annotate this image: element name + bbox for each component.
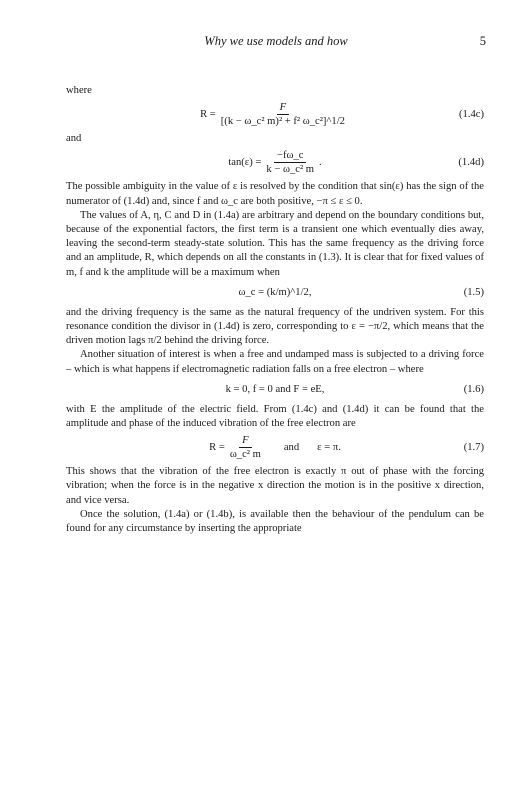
body-text: [66, 84, 484, 536]
eq-1-7-denominator: ω_c² m: [229, 449, 261, 461]
equation-1-4d: [66, 146, 484, 180]
eq-1-4c-numerator: F: [277, 102, 289, 115]
paragraph-7: Once the solution, (1.4a) or (1.4b), is available then the behaviour of the pendulum can be found for any circumstance by inserting the appropriate: [66, 508, 484, 535]
equation-1-7: [66, 431, 484, 465]
paragraph-4: Another situation of interest is when a free and undamped mass is subjected to a driving force – which is what happens if electromagnetic radiation falls on a free electron – where: [66, 349, 484, 375]
eq-1-7-numerator: F: [239, 435, 251, 448]
equation-1-5: [66, 280, 484, 306]
and-text: and: [66, 133, 82, 145]
eq-1-4d-number: (1.4d): [458, 157, 484, 169]
paragraph-2: The values of A, η, C and D in (1.4a) are arbitrary and depend on the boundary conditions but, because of the exponential factors, the first term is a transient one which eventually dies away, leaving the second-term steady-state solution. This has the same frequency as the driving force and an amplitude, R, which depends on all the constants in (1.3). It is clear that for fixed values of m, f and k the amplitude will be a maximum when: [66, 209, 484, 278]
eq-1-6-expr: k = 0, f = 0 and F = eE,: [225, 383, 325, 395]
paragraph-3: and the driving frequency is the same as the natural frequency of the undriven system. For this resonance condition the divisor in (1.4d) is zero, corresponding to ε = −π/2, which means that the driven motion lags π/2 behind the driving force.: [66, 306, 484, 347]
eq-1-7-and: and: [283, 442, 300, 454]
eq-1-7-rhs: ε = π.: [317, 442, 341, 454]
paragraph-6: This shows that the vibration of the free electron is exactly π out of phase with the forcing vibration; when the force is in the negative x direction the motion is in the positive x direction, and vice versa.: [66, 466, 484, 506]
eq-1-4d-fraction: [263, 150, 317, 176]
running-head: Why we use models and how: [204, 34, 348, 48]
equation-1-4c: [66, 98, 484, 132]
eq-1-4d-denominator: k − ω_c² m: [266, 164, 315, 176]
eq-1-7-lhs: R =: [209, 442, 225, 454]
eq-1-4d-lhs: tan(ε) =: [228, 157, 262, 169]
eq-1-4d-tail: .: [319, 157, 322, 169]
equation-1-6: [66, 377, 484, 403]
eq-1-4c-lhs: R =: [200, 109, 216, 121]
eq-1-4d-numerator: −fω_c: [274, 150, 306, 163]
paragraph-1: The possible ambiguity in the value of ε is resolved by the condition that sin(ε) has the sign of the numerator of (1.4d) and, since f and ω_c are both positive, −π ≤ ε ≤ 0.: [66, 181, 484, 207]
eq-1-5-expr: ω_c = (k/m)^1/2,: [238, 286, 312, 298]
page-header: [66, 34, 486, 54]
paragraph-5: with E the amplitude of the electric field. From (1.4c) and (1.4d) it can be found that the amplitude and phase of the induced vibration of the free electron are: [66, 403, 484, 430]
where-text: where: [66, 85, 92, 96]
eq-1-7-fraction: [227, 435, 264, 461]
eq-1-5-number: (1.5): [463, 286, 484, 298]
eq-1-7-number: (1.7): [463, 442, 484, 454]
page-number: 5: [479, 34, 486, 48]
eq-1-6-number: (1.6): [463, 383, 484, 395]
eq-1-4c-number: (1.4c): [459, 109, 484, 121]
eq-1-4c-fraction: [218, 102, 348, 128]
eq-1-4c-denominator: [(k − ω_c² m)² + f² ω_c²]^1/2: [220, 116, 345, 128]
